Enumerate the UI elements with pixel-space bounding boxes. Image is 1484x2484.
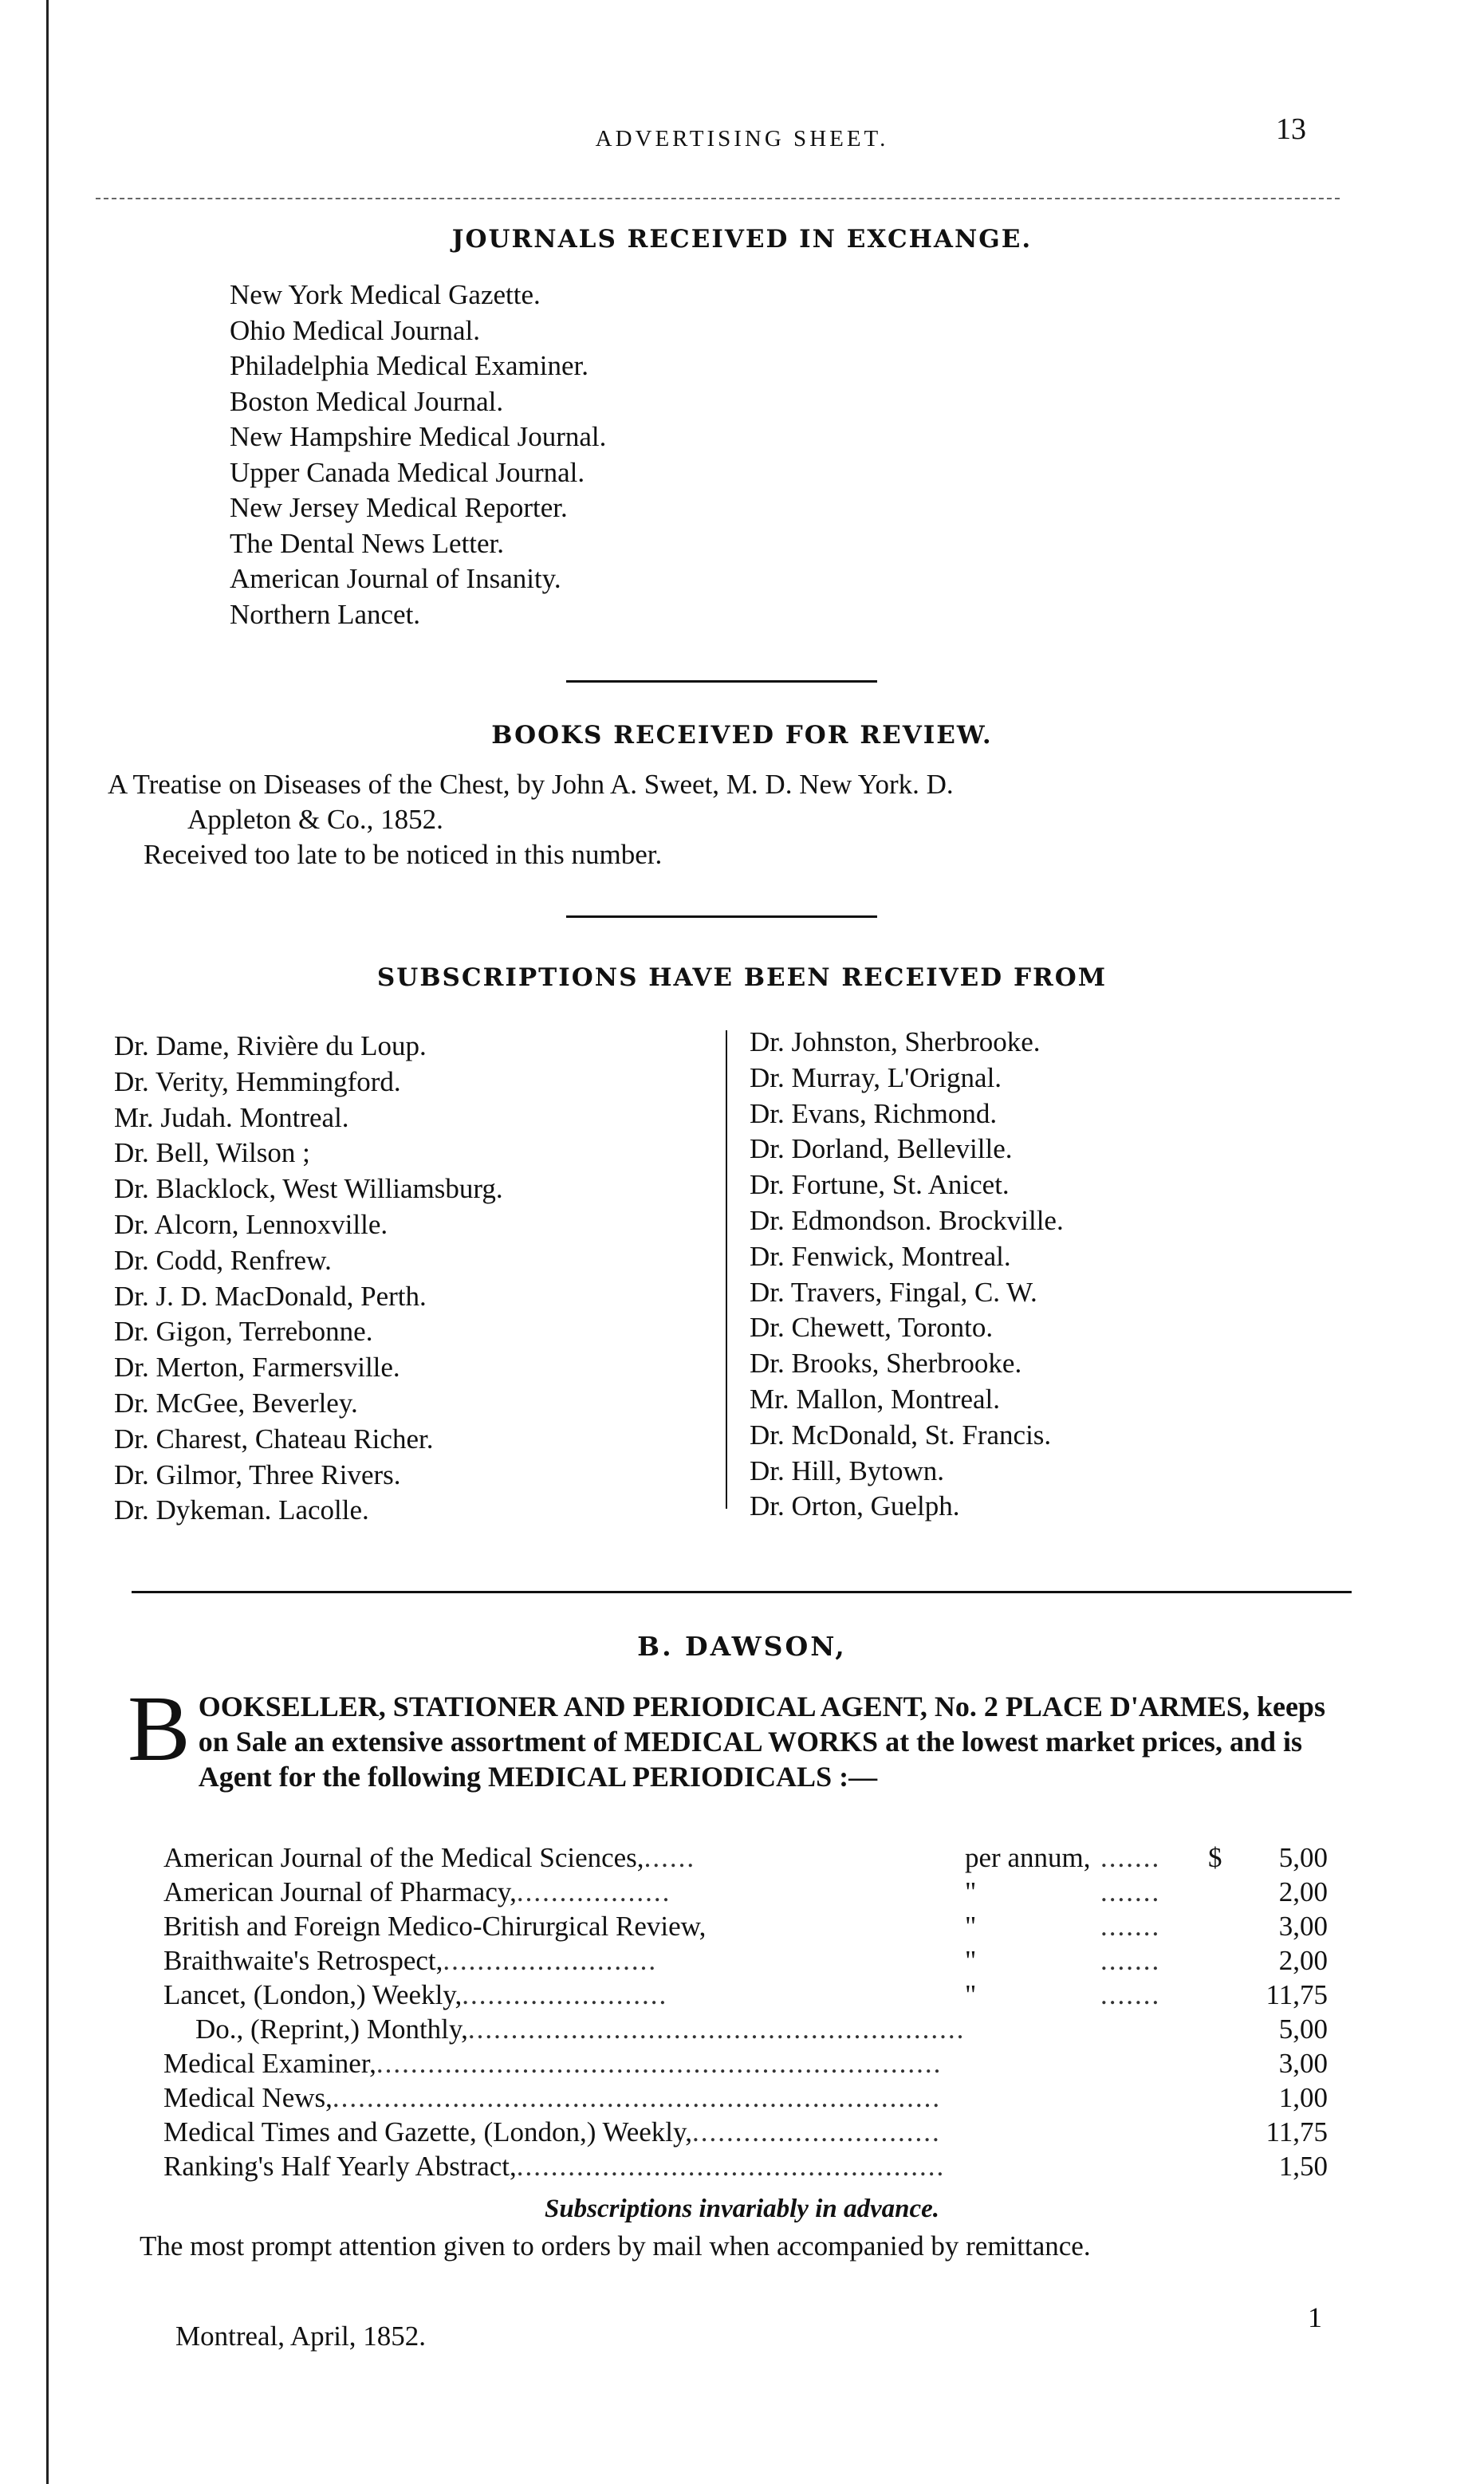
leader-dots: ..........................................................	[467, 2014, 966, 2045]
drop-cap: B	[128, 1676, 191, 1781]
period-label: "	[965, 1979, 977, 2010]
list-item: Dr. Merton, Farmersville.	[114, 1352, 400, 1384]
list-item: Dr. McDonald, St. Francis.	[750, 1419, 1052, 1451]
table-row	[163, 2149, 1328, 2183]
list-item: Dr. Verity, Hemmingford.	[114, 1065, 401, 1097]
list-item: Dr. Evans, Richmond.	[750, 1097, 998, 1129]
advertiser-name: B. DAWSON,	[637, 1631, 847, 1662]
list-item: Dr. Dorland, Belleville.	[750, 1133, 1013, 1165]
list-item: Dr. Johnston, Sherbrooke.	[750, 1026, 1041, 1057]
leader-dots: .......................................................................	[332, 2082, 942, 2113]
list-item: Boston Medical Journal.	[230, 385, 504, 417]
page-binding-edge	[46, 0, 49, 2484]
list-item: Ohio Medical Journal.	[230, 314, 480, 346]
price: 2,00	[1278, 1876, 1328, 1907]
leader-dots: .........................	[443, 1945, 658, 1976]
currency-symbol: $	[1208, 1842, 1222, 1873]
price: 3,00	[1278, 2048, 1328, 2079]
periodical-title: American Journal of the Medical Sciences,	[163, 1842, 644, 1873]
list-item: Dr. Edmondson. Brockville.	[750, 1204, 1064, 1236]
table-row	[163, 2046, 1328, 2080]
list-item: New Hampshire Medical Journal.	[230, 421, 607, 452]
price: 1,50	[1278, 2151, 1328, 2182]
journals-list	[230, 278, 606, 632]
column-divider	[726, 1030, 727, 1509]
leader-dots: ..................	[516, 1876, 671, 1907]
periodical-title: American Journal of Pharmacy,	[163, 1876, 517, 1907]
list-item: The Dental News Letter.	[230, 527, 505, 559]
leader-dots: ......	[644, 1842, 696, 1873]
price: 5,00	[1278, 1842, 1328, 1873]
list-item: Dr. Chewett, Toronto.	[750, 1312, 994, 1344]
periodical-title: Lancet, (London,) Weekly,	[163, 1979, 463, 2010]
list-item: Dr. Alcorn, Lennoxville.	[114, 1208, 388, 1240]
list-item: Dr. Hill, Bytown.	[750, 1455, 945, 1486]
price: 11,75	[1266, 2116, 1328, 2147]
table-row	[163, 2115, 1328, 2149]
books-heading: BOOKS RECEIVED FOR REVIEW.	[491, 721, 993, 750]
journals-heading: JOURNALS RECEIVED IN EXCHANGE.	[451, 225, 1033, 254]
list-item: New Jersey Medical Reporter.	[230, 492, 568, 523]
leader-dots: .............................	[692, 2116, 941, 2147]
section-divider	[566, 915, 877, 918]
price: 3,00	[1278, 1911, 1328, 1942]
periodical-title: British and Foreign Medico-Chirurgical Review,	[163, 1911, 707, 1942]
list-item: Dr. Travers, Fingal, C. W.	[750, 1276, 1037, 1308]
book-entry	[108, 767, 1352, 872]
table-row	[163, 1840, 1328, 1875]
price: 2,00	[1278, 1945, 1328, 1976]
leader-dots: .......	[1100, 1945, 1161, 1976]
page-number: 13	[1276, 112, 1306, 146]
running-head: ADVERTISING SHEET.	[595, 126, 889, 152]
periodical-title: Medical Times and Gazette, (London,) Weekly,	[163, 2116, 693, 2147]
periodical-title: Medical News,	[163, 2082, 333, 2113]
list-item: New York Medical Gazette.	[230, 279, 541, 310]
list-item: Dr. Gilmor, Three Rivers.	[114, 1459, 401, 1490]
book-entry-line: Appleton & Co., 1852.	[187, 804, 443, 835]
list-item: Dr. Murray, L'Orignal.	[750, 1061, 1002, 1093]
advert-text: OOKSELLER, STATIONER AND PERIODICAL AGENT, No. 2 PLACE D'ARMES, keeps on Sale an extensive assortment of MEDICAL WORKS at the lowest market prices, and is Agent for the following MEDICAL PERIODICALS :—	[198, 1691, 1325, 1793]
price: 1,00	[1278, 2082, 1328, 2113]
table-row	[163, 1978, 1328, 2012]
leader-dots: .......	[1100, 1876, 1161, 1907]
table-row	[163, 1909, 1328, 1943]
leader-dots: .......	[1100, 1842, 1161, 1873]
dateline: Montreal, April, 1852.	[175, 2321, 426, 2352]
list-item: Dr. McGee, Beverley.	[114, 1387, 358, 1419]
table-row	[163, 1875, 1328, 1909]
advert-rule	[132, 1591, 1352, 1593]
leader-dots: .......	[1100, 1979, 1161, 2010]
periodical-title: Braithwaite's Retrospect,	[163, 1945, 443, 1976]
list-item: Dr. Charest, Chateau Richer.	[114, 1423, 434, 1455]
book-entry-line: A Treatise on Diseases of the Chest, by John A. Sweet, M. D. New York. D.	[108, 769, 954, 800]
section-divider	[566, 680, 877, 683]
list-item: Dr. Blacklock, West Williamsburg.	[114, 1173, 503, 1205]
subscribers-right-column	[750, 1025, 1064, 1525]
list-item: Upper Canada Medical Journal.	[230, 456, 585, 488]
list-item: Northern Lancet.	[230, 598, 421, 630]
list-item: Philadelphia Medical Examiner.	[230, 350, 589, 381]
list-item: Dr. Gigon, Terrebonne.	[114, 1316, 373, 1348]
list-item: Dr. Bell, Wilson ;	[114, 1137, 310, 1169]
leader-dots: ..................................................................	[376, 2048, 943, 2079]
list-item: Dr. Codd, Renfrew.	[114, 1244, 332, 1276]
payment-terms: Subscriptions invariably in advance.	[544, 2195, 940, 2223]
list-item: Dr. Dame, Rivière du Loup.	[114, 1030, 427, 1061]
leader-dots: .......	[1100, 1911, 1161, 1942]
list-item: Dr. J. D. MacDonald, Perth.	[114, 1280, 427, 1312]
subscribers-left-column	[114, 1029, 503, 1529]
book-note: Received too late to be noticed in this number.	[144, 839, 663, 870]
subscriptions-heading: SUBSCRIPTIONS HAVE BEEN RECEIVED FROM	[376, 963, 1108, 992]
periodical-title: Medical Examiner,	[163, 2048, 376, 2079]
advert-body	[128, 1676, 1348, 1794]
list-item: Dr. Fenwick, Montreal.	[750, 1240, 1011, 1272]
signature-mark: 1	[1308, 2301, 1322, 2333]
list-item: Dr. Brooks, Sherbrooke.	[750, 1348, 1022, 1380]
leader-dots: ........................	[462, 1979, 668, 2010]
list-item: Dr. Orton, Guelph.	[750, 1490, 960, 1522]
list-item: Mr. Mallon, Montreal.	[750, 1383, 1000, 1415]
list-item: Mr. Judah. Montreal.	[114, 1101, 349, 1133]
table-row	[163, 1943, 1328, 1978]
list-item: Dr. Fortune, St. Anicet.	[750, 1169, 1010, 1201]
periodical-title: Do., (Reprint,) Monthly,	[195, 2014, 468, 2045]
period-label: "	[965, 1911, 977, 1942]
table-row	[163, 2080, 1328, 2115]
leader-dots: ..................................................	[516, 2151, 946, 2182]
ordering-note: The most prompt attention given to orders by mail when accompanied by remittance.	[140, 2230, 1091, 2262]
period-label: per annum,	[965, 1842, 1091, 1873]
list-item: Dr. Dykeman. Lacolle.	[114, 1494, 369, 1526]
period-label: "	[965, 1945, 977, 1976]
header-rule	[96, 198, 1340, 199]
periodicals-price-list	[163, 1840, 1328, 2183]
price: 5,00	[1278, 2014, 1328, 2045]
table-row	[163, 2012, 1328, 2046]
period-label: "	[965, 1876, 977, 1907]
periodical-title: Ranking's Half Yearly Abstract,	[163, 2151, 517, 2182]
price: 11,75	[1266, 1979, 1328, 2010]
list-item: American Journal of Insanity.	[230, 563, 561, 594]
